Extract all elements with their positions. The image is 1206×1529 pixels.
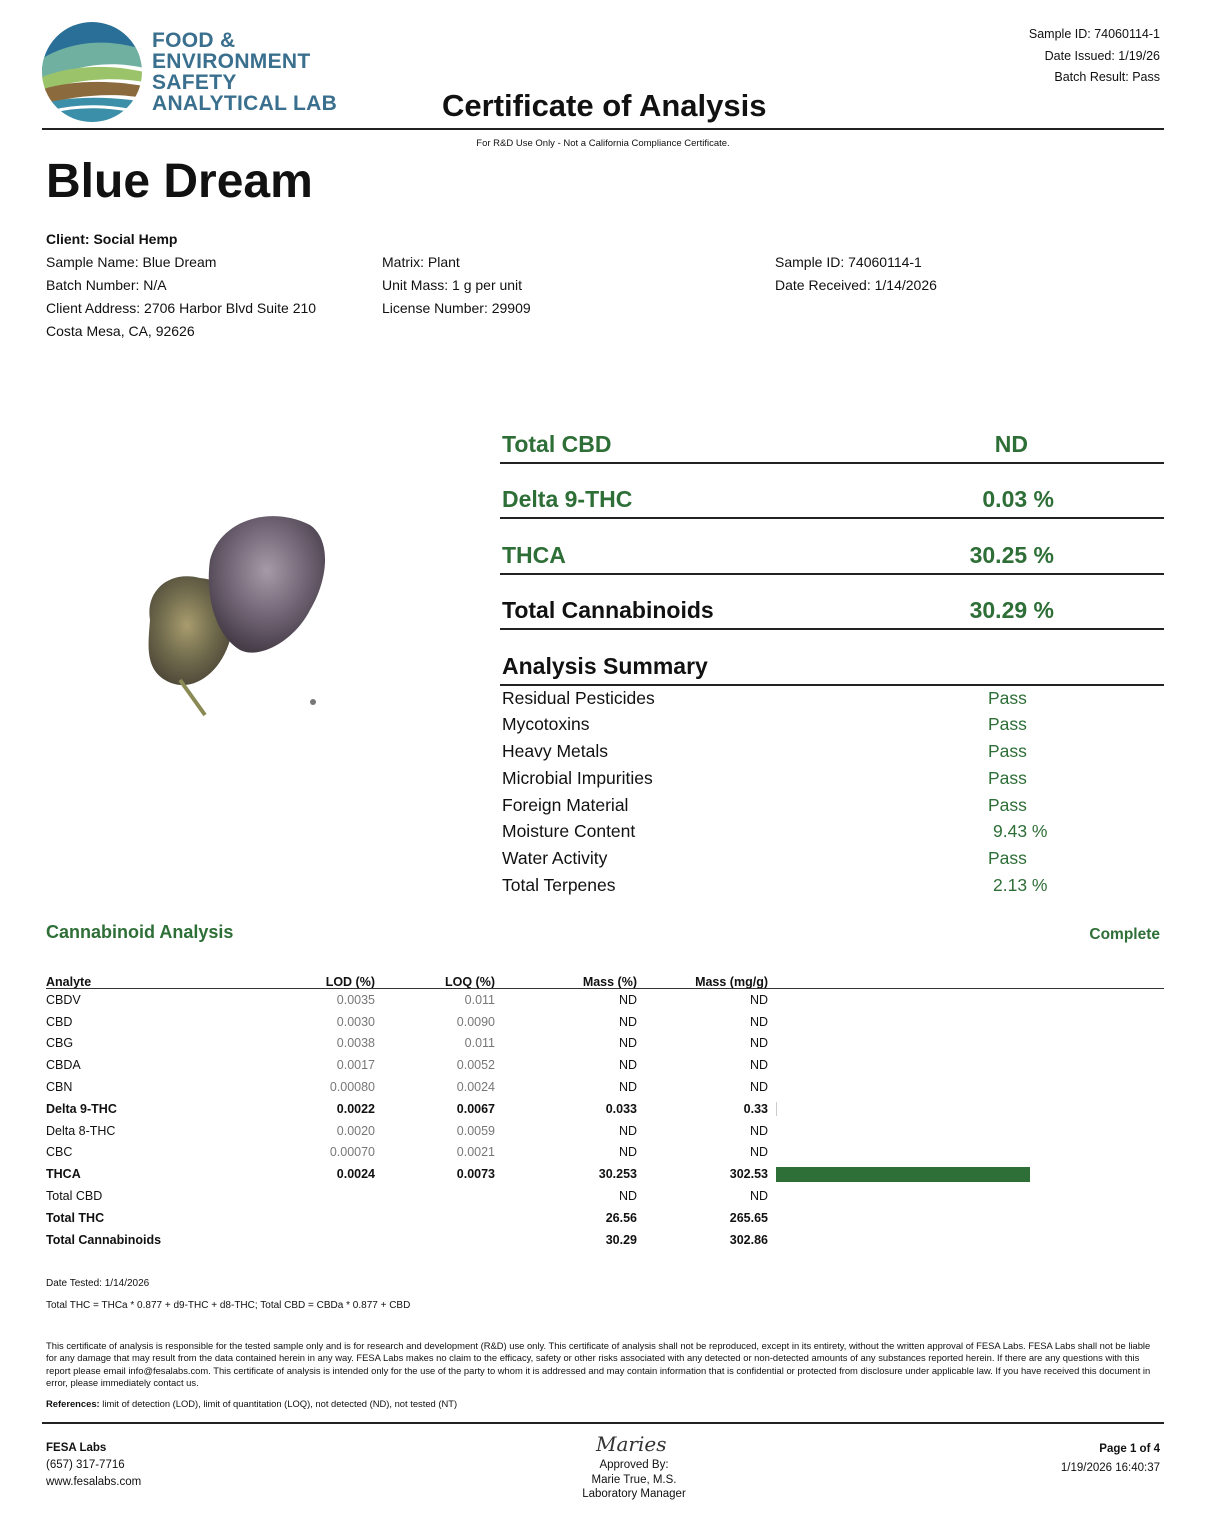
cell-analyte: Total THC — [46, 1210, 105, 1225]
table-row — [46, 1120, 1038, 1142]
sample-name: Sample Name: Blue Dream — [46, 254, 217, 270]
footer-timestamp: 1/19/2026 16:40:37 — [1060, 1462, 1160, 1474]
highlight-value: 30.25 % — [969, 542, 1054, 568]
product-name: Blue Dream — [46, 155, 313, 208]
cannabinoid-analysis-title: Cannabinoid Analysis — [46, 922, 234, 942]
cell-loq — [375, 1207, 495, 1229]
cell-analyte: CBG — [46, 1036, 74, 1051]
highlight-value: 30.29 % — [969, 597, 1054, 623]
cell-bar — [768, 1207, 1038, 1229]
cell-mass-pct: ND — [618, 1036, 637, 1051]
cell-mass-pct: ND — [618, 1058, 637, 1073]
cell-mass-pct: 0.033 — [605, 1101, 637, 1116]
cell-analyte: CBDV — [46, 992, 81, 1007]
analysis-summary-title: Analysis Summary — [502, 653, 708, 679]
cell-loq: 0.0052 — [456, 1058, 495, 1073]
table-row — [46, 1142, 1038, 1164]
lab-logo-icon — [40, 20, 144, 124]
table-row — [46, 989, 1038, 1011]
cell-loq: 0.011 — [464, 992, 495, 1007]
table-row — [46, 1185, 1038, 1207]
cell-bar — [768, 1142, 1038, 1164]
cell-bar — [768, 1054, 1038, 1076]
product-photo — [110, 500, 340, 730]
cell-loq: 0.0090 — [456, 1014, 495, 1029]
references — [46, 1398, 457, 1409]
cell-analyte: Total CBD — [46, 1189, 103, 1204]
cell-lod: 0.0035 — [336, 992, 375, 1007]
highlight-value: 0.03 % — [982, 486, 1054, 512]
cell-mass-mg: ND — [749, 1058, 768, 1073]
footer-phone: (657) 317-7716 — [46, 1459, 125, 1471]
summary-label: Total Terpenes — [502, 875, 616, 895]
document-title: Certificate of Analysis — [442, 88, 767, 123]
cell-mass-mg: 302.86 — [729, 1232, 768, 1247]
cell-mass-pct: ND — [618, 1145, 637, 1160]
cell-bar — [768, 1185, 1038, 1207]
table-row — [46, 1098, 1038, 1120]
cell-lod: 0.0030 — [336, 1014, 375, 1029]
summary-value: Pass — [988, 714, 1027, 734]
cell-analyte: CBD — [46, 1014, 73, 1029]
header-batch-result: Batch Result: Pass — [1054, 70, 1160, 84]
summary-value: Pass — [988, 848, 1027, 868]
summary-label: Water Activity — [502, 848, 608, 868]
col-lod: LOD (%) — [325, 975, 375, 989]
highlight-delta9-thc — [500, 479, 1164, 519]
summary-value: Pass — [988, 768, 1027, 788]
lab-logo-text — [152, 30, 337, 114]
cell-mass-pct: ND — [618, 1080, 637, 1095]
cannabinoid-table — [46, 970, 1038, 1251]
cell-bar — [768, 1098, 1038, 1120]
table-header-row — [46, 970, 1038, 989]
cell-lod: 0.0020 — [336, 1123, 375, 1138]
highlight-label: Total Cannabinoids — [502, 597, 714, 623]
cell-lod: 0.0022 — [336, 1101, 375, 1116]
summary-label: Mycotoxins — [502, 714, 590, 734]
summary-label: Microbial Impurities — [502, 768, 653, 788]
table-row — [46, 1054, 1038, 1076]
footer-approval — [534, 1458, 734, 1502]
footer-divider — [42, 1422, 1164, 1424]
summary-value: Pass — [988, 688, 1027, 708]
logo-line: FOOD & — [152, 29, 236, 52]
highlight-thca — [500, 535, 1164, 575]
compliance-disclaimer: For R&D Use Only - Not a California Compliance Certificate. — [476, 138, 730, 149]
cell-mass-mg: 0.33 — [743, 1101, 768, 1116]
cell-mass-pct: 30.29 — [605, 1232, 637, 1247]
references-text: limit of detection (LOD), limit of quantitation (LOQ), not detected (ND), not tested (NT) — [102, 1398, 458, 1409]
sample-details — [382, 251, 531, 320]
cell-lod — [256, 1229, 375, 1251]
header-date-issued: Date Issued: 1/19/26 — [1044, 48, 1160, 63]
cell-loq — [375, 1229, 495, 1251]
cell-analyte: THCA — [46, 1167, 81, 1182]
cell-mass-mg: 302.53 — [729, 1167, 768, 1182]
sample-ids — [775, 251, 937, 297]
cell-lod: 0.00080 — [329, 1080, 375, 1095]
cell-bar — [768, 1076, 1038, 1098]
sample-id: Sample ID: 74060114-1 — [775, 254, 922, 270]
cell-bar — [768, 1011, 1038, 1033]
logo-line: ANALYTICAL LAB — [152, 92, 338, 115]
cell-mass-pct: ND — [618, 1014, 637, 1029]
summary-value: 2.13 % — [993, 875, 1048, 895]
cell-mass-pct: 30.253 — [598, 1167, 637, 1182]
cell-loq — [375, 1185, 495, 1207]
highlight-total-cannabinoids — [500, 590, 1164, 630]
cell-bar — [768, 989, 1038, 1011]
table-row — [46, 1033, 1038, 1055]
date-tested: Date Tested: 1/14/2026 — [46, 1278, 150, 1289]
summary-row — [502, 741, 1027, 762]
cell-loq: 0.0021 — [456, 1145, 495, 1160]
summary-value: 9.43 % — [993, 821, 1048, 841]
summary-label: Heavy Metals — [502, 741, 609, 761]
cell-loq: 0.0067 — [456, 1101, 495, 1116]
col-loq: LOQ (%) — [445, 975, 495, 989]
cell-loq: 0.0073 — [456, 1167, 495, 1182]
approver-title: Laboratory Manager — [582, 1488, 686, 1500]
highlight-label: Delta 9-THC — [502, 486, 633, 512]
date-received: Date Received: 1/14/2026 — [775, 277, 937, 293]
cell-analyte: Total Cannabinoids — [46, 1232, 162, 1247]
footer-website[interactable]: www.fesalabs.com — [46, 1476, 142, 1488]
col-analyte: Analyte — [46, 975, 92, 989]
col-bar — [768, 970, 1038, 989]
summary-label: Moisture Content — [502, 821, 636, 841]
table-row — [46, 1163, 1038, 1185]
client-address: Client Address: 2706 Harbor Blvd Suite 210 — [46, 300, 317, 316]
cell-mass-pct: 26.56 — [605, 1210, 637, 1225]
cell-mass-pct: ND — [618, 1123, 637, 1138]
mass-bar — [776, 1102, 777, 1116]
references-label: References: — [46, 1398, 100, 1409]
unit-mass: Unit Mass: 1 g per unit — [382, 277, 523, 293]
cell-loq: 0.011 — [464, 1036, 495, 1051]
cell-bar — [768, 1229, 1038, 1251]
summary-row — [502, 688, 1027, 709]
summary-row — [502, 768, 1027, 789]
header-divider — [42, 128, 1164, 130]
cell-bar — [768, 1120, 1038, 1142]
cell-mass-mg: 265.65 — [729, 1210, 768, 1225]
cell-lod: 0.00070 — [329, 1145, 375, 1160]
cell-mass-pct: ND — [618, 992, 637, 1007]
footer-company: FESA Labs — [46, 1442, 107, 1454]
client-city: Costa Mesa, CA, 92626 — [46, 323, 195, 339]
highlight-label: Total CBD — [502, 431, 612, 457]
cell-mass-mg: ND — [749, 1123, 768, 1138]
summary-row — [502, 821, 1048, 842]
highlight-total-cbd — [500, 424, 1164, 464]
cell-mass-mg: ND — [749, 1189, 768, 1204]
cell-bar — [768, 1163, 1038, 1185]
header-sample-id: Sample ID: 74060114-1 — [1028, 27, 1160, 41]
cell-lod: 0.0017 — [336, 1058, 375, 1073]
col-mass-pct: Mass (%) — [582, 975, 637, 989]
cell-analyte: CBDA — [46, 1058, 81, 1073]
legal-disclaimer: This certificate of analysis is responsible for the tested sample only and is for research and development (R&D) use only. This certificate of analysis shall not be reproduced, except in its entirety, without the written approval of FESA Labs. FESA Labs shall not be liable for any damage that may result from the data contained herein in any way. FESA Labs makes no claim to the efficacy, safety or other risks associated with any detected or non-detected amounts of any substances reported herein. If there are any questions with this report please email info@fesalabs.com. This certificate of analysis is intended only for the use of the party to whom it is addressed and may contain information that is confidential or protected from disclosure under applicable law. If you have received this document in error, please immediately contact us. — [46, 1340, 1151, 1389]
cell-loq: 0.0059 — [456, 1123, 495, 1138]
matrix: Matrix: Plant — [382, 254, 460, 270]
logo-line: SAFETY — [152, 71, 237, 94]
client-name: Client: Social Hemp — [46, 231, 178, 247]
summary-row — [502, 875, 1048, 896]
batch-number: Batch Number: N/A — [46, 277, 167, 293]
logo-line: ENVIRONMENT — [152, 50, 311, 73]
cell-bar — [768, 1033, 1038, 1055]
summary-row — [502, 714, 1027, 735]
cell-loq: 0.0024 — [456, 1080, 495, 1095]
approved-by-label: Approved By: — [599, 1459, 669, 1471]
table-row — [46, 1229, 1038, 1251]
table-row — [46, 1207, 1038, 1229]
summary-value: Pass — [988, 795, 1027, 815]
cell-lod: 0.0038 — [336, 1036, 375, 1051]
cell-analyte: Delta 9-THC — [46, 1101, 117, 1116]
cell-lod — [256, 1185, 375, 1207]
summary-row — [502, 848, 1027, 869]
footer-contact — [46, 1440, 141, 1491]
summary-label: Residual Pesticides — [502, 688, 655, 708]
approver-name: Marie True, M.S. — [591, 1473, 677, 1486]
summary-row — [502, 795, 1027, 816]
table-row — [46, 1076, 1038, 1098]
mass-bar — [776, 1167, 1030, 1182]
total-formula: Total THC = THCa * 0.877 + d9-THC + d8-THC; Total CBD = CBDa * 0.877 + CBD — [46, 1300, 411, 1311]
footer-page-info — [1061, 1440, 1160, 1478]
cell-mass-pct: ND — [618, 1189, 637, 1204]
cell-mass-mg: ND — [749, 1080, 768, 1095]
license-number: License Number: 29909 — [382, 300, 531, 316]
client-info — [46, 228, 316, 343]
highlight-value: ND — [994, 431, 1028, 457]
highlight-label: THCA — [502, 542, 566, 568]
col-mass-mg: Mass (mg/g) — [695, 975, 768, 989]
cell-mass-mg: ND — [749, 992, 768, 1007]
table-row — [46, 1011, 1038, 1033]
header-meta — [1029, 24, 1160, 89]
summary-value: Pass — [988, 741, 1027, 761]
cell-analyte: Delta 8-THC — [46, 1123, 116, 1138]
cell-mass-mg: ND — [749, 1036, 768, 1051]
page-number: Page 1 of 4 — [1099, 1443, 1160, 1455]
cell-lod: 0.0024 — [336, 1167, 375, 1182]
cannabinoid-analysis-status: Complete — [1089, 926, 1160, 943]
analysis-summary-header — [500, 646, 1164, 686]
cell-analyte: CBC — [46, 1145, 73, 1160]
cell-lod — [256, 1207, 375, 1229]
cell-analyte: CBN — [46, 1080, 73, 1095]
signature: Maries — [596, 1432, 667, 1456]
summary-label: Foreign Material — [502, 795, 629, 815]
table-header-divider — [46, 988, 1164, 989]
cell-mass-mg: ND — [749, 1145, 768, 1160]
cell-mass-mg: ND — [749, 1014, 768, 1029]
